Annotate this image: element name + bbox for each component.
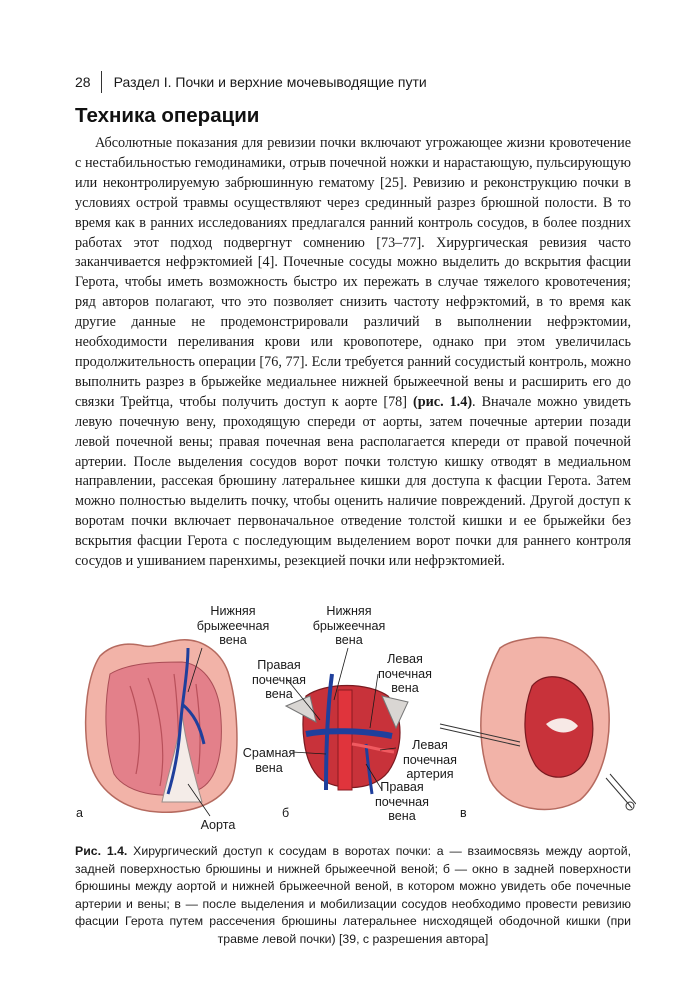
figure-1-4 bbox=[70, 604, 636, 842]
label-imv-a: Нижняя брыжеечная вена bbox=[196, 604, 270, 647]
running-head bbox=[75, 70, 427, 94]
section-title: Раздел I. Почки и верхние мочевыводящие пути bbox=[113, 74, 427, 90]
header-divider bbox=[101, 71, 102, 93]
label-right-renal-vein-top: Правая почечная вена bbox=[251, 658, 307, 701]
panel-letter-a: а bbox=[76, 806, 83, 820]
panel-c-drawing bbox=[440, 637, 636, 810]
figure-caption bbox=[75, 843, 631, 949]
body-text-part-1: Абсолютные показания для ревизии почки включают угрожающее жизни кровотечение с нестабильностью гемодинамики, отрыв почечной ножки и нарастающую, пульсирующую или неконтролируемую забрюшинную гематому [25]. Ревизию и реконструкцию почки в условиях острой травмы осуществляют через срединный разрез брюшной полости. В то время как в ранних исследованиях предлагался ранний контроль сосудов, в более поздних работах этот подход подвергнут сомнению [73–77]. Хирургическая ревизия часто заканчивается нефрэктомией [4]. Почечные сосуды можно выделить до вскрытия фасции Герота, чтобы иметь возможность быстро их пережать в случае тяжелого кровотечения; ряд авторов полагают, что это позволяет снизить частоту нефрэктомий, в то время как другие данные не продемонстрировали различий в выполнении нефрэктомии, необходимости переливания крови или кровопотере, однако при этом увеличилась продолжительность операции [76, 77]. Если требуется ранний сосудистый контроль, можно выполнить разрез в брыжейке медиальнее нижней брыжеечной вены и расширить его до связки Трейтца, чтобы получить доступ к аорте [78] bbox=[75, 135, 631, 410]
page-number: 28 bbox=[75, 74, 91, 90]
label-right-renal-vein-bottom: Правая почечная вена bbox=[374, 780, 430, 823]
panel-a-drawing bbox=[86, 640, 237, 816]
label-left-renal-artery: Левая почечная артерия bbox=[402, 738, 458, 781]
caption-text: Хирургический доступ к сосудам в воротах почки: а — взаимосвязь между аортой, задней поверхностью брюшины и нижней брыжеечной веной; б — окно в задней поверхности брюшины между аортой и нижней брыжеечной веной, в котором можно увидеть обе почечные артерии и вены; в — после выделения и мобилизации сосудов необходимо провести ревизию фасции Герота путем рассечения брюшины латеральнее нисходящей ободочной кишки (при травме левой почки) [39, с разрешения автора] bbox=[75, 844, 632, 946]
body-paragraph bbox=[75, 134, 631, 572]
aorta-b bbox=[338, 690, 352, 790]
body-text-part-2: . Вначале можно увидеть левую почечную вену, проходящую спереди от аорты, затем почечные артерии позади левой почечной вены; правая почечная вена располагается кпереди от правой почечной артерии. После выделения сосудов ворот почки толстую кишку отводят в медиальном направлении, рассекая брюшину латеральнее кишки для доступа к фасции Герота. Затем можно полностью выделить почку, чтобы оценить наличие повреждений. Другой доступ к воротам почки включает первоначальное отведение толстой кишки и ее брыжейки без вскрытия фасции Герота с последующим выделением ворот почки для раннего контроля сосудов и ушиванием паренхимы, резекцией почки или нефрэктомией. bbox=[75, 393, 631, 570]
instrument-lower bbox=[606, 774, 636, 808]
section-heading: Техника операции bbox=[75, 104, 260, 127]
label-imv-b: Нижняя брыжеечная вена bbox=[312, 604, 386, 647]
label-aorta-a: Аорта bbox=[200, 818, 236, 832]
caption-label: Рис. 1.4. bbox=[75, 844, 128, 858]
label-gonadal-vein: Срамная вена bbox=[242, 746, 296, 775]
figure-reference: (рис. 1.4) bbox=[412, 393, 473, 410]
mesentery-surface bbox=[106, 662, 221, 795]
label-left-renal-vein: Левая почечная вена bbox=[377, 652, 433, 695]
panel-letter-b: б bbox=[282, 806, 290, 820]
panel-letter-c: в bbox=[460, 806, 467, 820]
